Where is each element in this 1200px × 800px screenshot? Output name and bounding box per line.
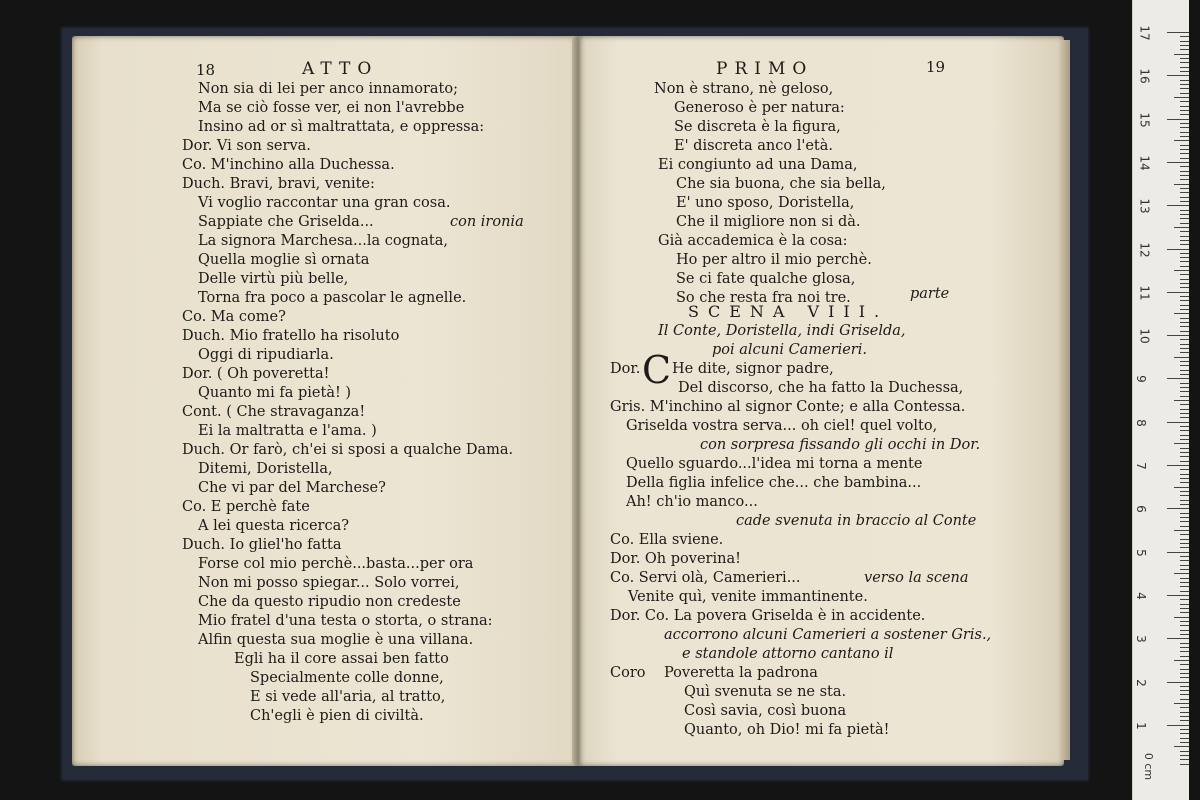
ruler-number: 9 — [1133, 375, 1148, 384]
text-line: Della figlia infelice che... che bambina... — [626, 475, 922, 491]
ruler-tick — [1180, 612, 1189, 613]
ruler-tick — [1180, 669, 1189, 670]
ruler-tick — [1180, 426, 1189, 427]
text-line: Se discreta è la figura, — [674, 119, 841, 135]
ruler-tick — [1180, 101, 1189, 102]
ruler-tick — [1180, 110, 1189, 111]
text-line: Sappiate che Griselda... — [198, 214, 374, 230]
ruler-tick — [1180, 751, 1189, 752]
ruler-tick — [1174, 140, 1189, 141]
text-line: Forse col mio perchè...basta...per ora — [198, 556, 474, 572]
ruler-tick — [1167, 465, 1189, 466]
text-line: Già accademica è la cosa: — [658, 233, 848, 249]
text-line: Duch. Io gliel'ho fatta — [182, 537, 342, 553]
ruler-tick — [1180, 534, 1189, 535]
right-page-header: PRIMO — [716, 59, 814, 79]
ruler-tick — [1180, 201, 1189, 202]
ruler-tick — [1174, 703, 1189, 704]
ruler-tick — [1180, 197, 1189, 198]
text-line: Cont. ( Che stravaganza! — [182, 404, 366, 420]
ruler-tick — [1167, 292, 1189, 293]
measurement-ruler — [1132, 0, 1189, 800]
ruler-tick — [1180, 145, 1189, 146]
text-line: Insino ad or sì maltrattata, e oppressa: — [198, 119, 485, 135]
text-line: Oggi di ripudiarla. — [198, 347, 334, 363]
ruler-tick — [1174, 746, 1189, 747]
ruler-tick — [1167, 162, 1189, 163]
text-line: Quello sguardo...l'idea mi torna a mente — [626, 456, 923, 472]
text-line: Che da questo ripudio non credeste — [198, 594, 461, 610]
ruler-tick — [1174, 270, 1189, 271]
ruler-tick — [1174, 313, 1189, 314]
ruler-tick — [1180, 716, 1189, 717]
ruler-tick — [1180, 370, 1189, 371]
speaker-label: Coro — [610, 665, 646, 681]
text-line: Generoso è per natura: — [674, 100, 845, 116]
text-line: He dite, signor padre, — [672, 361, 834, 377]
text-line: Torna fra poco a pascolar le agnelle. — [198, 290, 467, 306]
text-line: Dor. ( Oh poveretta! — [182, 366, 330, 382]
ruler-tick — [1180, 664, 1189, 665]
ruler-tick — [1180, 88, 1189, 89]
text-line: Ei congiunto ad una Dama, — [658, 157, 858, 173]
ruler-tick — [1180, 461, 1189, 462]
ruler-tick — [1180, 62, 1189, 63]
ruler-tick — [1174, 400, 1189, 401]
ruler-tick — [1180, 469, 1189, 470]
ruler-tick — [1180, 210, 1189, 211]
ruler-number: 10 — [1137, 328, 1152, 344]
ruler-tick — [1180, 647, 1189, 648]
ruler-tick — [1180, 352, 1189, 353]
text-line: Quanto, oh Dio! mi fa pietà! — [684, 722, 890, 738]
stage-direction: verso la scena — [864, 570, 969, 586]
ruler-tick — [1174, 97, 1189, 98]
ruler-tick — [1180, 179, 1189, 180]
text-line: Griselda vostra serva... oh ciel! quel volto, — [626, 418, 938, 434]
ruler-tick — [1180, 569, 1189, 570]
text-line: Quella moglie sì ornata — [198, 252, 370, 268]
ruler-tick — [1180, 93, 1189, 94]
text-line: Specialmente colle donne, — [250, 670, 444, 686]
ruler-tick — [1180, 331, 1189, 332]
ruler-tick — [1180, 720, 1189, 721]
stage-direction: cade svenuta in braccio al Conte — [736, 513, 977, 529]
ruler-tick — [1167, 378, 1189, 379]
ruler-tick — [1180, 643, 1189, 644]
ruler-tick — [1180, 322, 1189, 323]
ruler-tick — [1180, 45, 1189, 46]
left-page-header: ATTO — [302, 59, 379, 79]
ruler-tick — [1180, 733, 1189, 734]
ruler-tick — [1180, 136, 1189, 137]
ruler-tick — [1180, 586, 1189, 587]
ruler-tick — [1180, 543, 1189, 544]
ruler-tick — [1180, 738, 1189, 739]
ruler-tick — [1174, 443, 1189, 444]
text-line: Che sia buona, che sia bella, — [676, 176, 886, 192]
ruler-tick — [1174, 573, 1189, 574]
ruler-tick — [1180, 36, 1189, 37]
ruler-tick — [1180, 218, 1189, 219]
ruler-tick — [1174, 617, 1189, 618]
ruler-tick — [1180, 309, 1189, 310]
ruler-tick — [1180, 694, 1189, 695]
text-line: E' uno sposo, Doristella, — [676, 195, 855, 211]
ruler-tick — [1180, 387, 1189, 388]
right-page-number: 19 — [926, 58, 946, 76]
ruler-tick — [1167, 75, 1189, 76]
text-line: Del discorso, che ha fatto la Duchessa, — [678, 380, 964, 396]
ruler-tick — [1180, 383, 1189, 384]
ruler-tick — [1180, 591, 1189, 592]
ruler-tick — [1167, 32, 1189, 33]
text-line: Mio fratel d'una testa o storta, o strana: — [198, 613, 493, 629]
page-edge — [1060, 40, 1070, 760]
stage-direction: con ironia — [450, 214, 524, 230]
ruler-tick — [1174, 660, 1189, 661]
left-page-number: 18 — [196, 61, 216, 79]
ruler-number: 17 — [1137, 25, 1152, 41]
ruler-tick — [1180, 153, 1189, 154]
text-line: Ch'egli è pien di civiltà. — [250, 708, 424, 724]
ruler-tick — [1180, 582, 1189, 583]
ruler-tick — [1167, 638, 1189, 639]
ruler-tick — [1180, 560, 1189, 561]
ruler-tick — [1180, 231, 1189, 232]
ruler-tick — [1174, 227, 1189, 228]
ruler-tick — [1180, 266, 1189, 267]
text-line: Poveretta la padrona — [664, 665, 818, 681]
ruler-tick — [1180, 686, 1189, 687]
drop-cap: C — [642, 348, 672, 392]
ruler-tick — [1174, 357, 1189, 358]
ruler-tick — [1180, 67, 1189, 68]
ruler-tick — [1180, 409, 1189, 410]
text-line: Che il migliore non si dà. — [676, 214, 861, 230]
ruler-tick — [1180, 71, 1189, 72]
ruler-tick — [1180, 729, 1189, 730]
ruler-tick — [1180, 456, 1189, 457]
ruler-tick — [1180, 283, 1189, 284]
ruler-number: 16 — [1137, 68, 1152, 84]
ruler-tick — [1180, 707, 1189, 708]
ruler-tick — [1180, 326, 1189, 327]
text-line: Se ci fate qualche glosa, — [676, 271, 856, 287]
ruler-tick — [1180, 556, 1189, 557]
ruler-tick — [1180, 214, 1189, 215]
text-line: Quanto mi fa pietà! ) — [198, 385, 352, 401]
stage-direction: accorrono alcuni Camerieri a sostener Gris., — [664, 627, 992, 643]
ruler-tick — [1167, 725, 1189, 726]
ruler-tick — [1167, 682, 1189, 683]
text-line: Dor. Vi son serva. — [182, 138, 311, 154]
ruler-tick — [1180, 361, 1189, 362]
ruler-tick — [1180, 274, 1189, 275]
ruler-tick — [1180, 673, 1189, 674]
ruler-tick — [1180, 58, 1189, 59]
stage-direction: e standole attorno cantano il — [682, 646, 894, 662]
text-line: Co. Servi olà, Camerieri... — [610, 570, 801, 586]
text-line: Dor. Oh poverina! — [610, 551, 741, 567]
ruler-number: 13 — [1137, 198, 1152, 214]
ruler-tick — [1180, 374, 1189, 375]
ruler-tick — [1180, 656, 1189, 657]
ruler-tick — [1180, 690, 1189, 691]
character-list: Il Conte, Doristella, indi Griselda, — [658, 323, 906, 339]
ruler-tick — [1180, 244, 1189, 245]
ruler-tick — [1174, 184, 1189, 185]
text-line: Non mi posso spiegar... Solo vorrei, — [198, 575, 460, 591]
ruler-tick — [1180, 344, 1189, 345]
text-line: Egli ha il core assai ben fatto — [234, 651, 449, 667]
ruler-tick — [1180, 339, 1189, 340]
ruler-tick — [1180, 296, 1189, 297]
ruler-tick — [1180, 565, 1189, 566]
ruler-tick — [1180, 236, 1189, 237]
ruler-tick — [1180, 439, 1189, 440]
ruler-tick — [1167, 205, 1189, 206]
text-line: La signora Marchesa...la cognata, — [198, 233, 448, 249]
ruler-tick — [1180, 699, 1189, 700]
ruler-tick — [1180, 279, 1189, 280]
text-line: Gris. M'inchino al signor Conte; e alla Contessa. — [610, 399, 966, 415]
ruler-tick — [1180, 257, 1189, 258]
text-line: Venite quì, venite immantinente. — [628, 589, 868, 605]
ruler-number: 5 — [1133, 548, 1148, 557]
ruler-number: 12 — [1137, 241, 1152, 258]
ruler-tick — [1180, 435, 1189, 436]
ruler-tick — [1180, 452, 1189, 453]
ruler-tick — [1180, 599, 1189, 600]
ruler-tick — [1180, 300, 1189, 301]
ruler-tick — [1180, 764, 1189, 765]
text-line: Ei la maltratta e l'ama. ) — [198, 423, 377, 439]
text-line: So che resta fra noi tre. — [676, 290, 851, 306]
ruler-tick — [1180, 192, 1189, 193]
ruler-tick — [1167, 595, 1189, 596]
ruler-tick — [1180, 149, 1189, 150]
ruler-tick — [1180, 171, 1189, 172]
text-line: Così savia, così buona — [684, 703, 847, 719]
ruler-tick — [1174, 487, 1189, 488]
ruler-tick — [1180, 223, 1189, 224]
ruler-tick — [1180, 759, 1189, 760]
stage-direction: con sorpresa fissando gli occhi in Dor. — [700, 437, 981, 453]
ruler-number: 1 — [1133, 721, 1148, 730]
text-line: Non è strano, nè geloso, — [654, 81, 834, 97]
ruler-tick — [1180, 742, 1189, 743]
ruler-tick — [1180, 526, 1189, 527]
ruler-tick — [1180, 712, 1189, 713]
ruler-tick — [1167, 422, 1189, 423]
scene-heading: SCENA VIII. — [688, 302, 889, 321]
stage-direction: parte — [910, 286, 950, 302]
ruler-tick — [1180, 114, 1189, 115]
ruler-tick — [1167, 552, 1189, 553]
ruler-tick — [1180, 123, 1189, 124]
ruler-number: 8 — [1133, 418, 1148, 427]
ruler-tick — [1180, 158, 1189, 159]
ruler-tick — [1167, 335, 1189, 336]
text-line: E' discreta anco l'età. — [674, 138, 833, 154]
ruler-tick — [1180, 604, 1189, 605]
ruler-tick — [1180, 365, 1189, 366]
ruler-tick — [1180, 608, 1189, 609]
text-line: Alfin questa sua moglie è una villana. — [198, 632, 474, 648]
ruler-tick — [1180, 547, 1189, 548]
ruler-tick — [1180, 391, 1189, 392]
ruler-tick — [1180, 448, 1189, 449]
ruler-tick — [1180, 127, 1189, 128]
ruler-tick — [1180, 417, 1189, 418]
character-list: poi alcuni Camerieri. — [712, 342, 867, 358]
ruler-tick — [1180, 578, 1189, 579]
ruler-tick — [1180, 348, 1189, 349]
ruler-tick — [1180, 539, 1189, 540]
ruler-tick — [1180, 413, 1189, 414]
text-line: Dor. Co. La povera Griselda è in accidente. — [610, 608, 926, 624]
ruler-tick — [1174, 530, 1189, 531]
text-line: Duch. Bravi, bravi, venite: — [182, 176, 375, 192]
ruler-tick — [1180, 634, 1189, 635]
ruler-tick — [1180, 188, 1189, 189]
ruler-tick — [1180, 621, 1189, 622]
text-line: Ho per altro il mio perchè. — [676, 252, 872, 268]
ruler-tick — [1180, 41, 1189, 42]
ruler-tick — [1180, 513, 1189, 514]
text-line: Vi voglio raccontar una gran cosa. — [198, 195, 451, 211]
speaker-label: Dor. — [610, 361, 641, 377]
text-line: Che vi par del Marchese? — [198, 480, 386, 496]
text-line: Ma se ciò fosse ver, ei non l'avrebbe — [198, 100, 465, 116]
ruler-tick — [1180, 396, 1189, 397]
ruler-tick — [1180, 261, 1189, 262]
text-line: Ah! ch'io manco... — [626, 494, 758, 510]
ruler-tick — [1180, 630, 1189, 631]
ruler-tick — [1180, 132, 1189, 133]
ruler-tick — [1180, 500, 1189, 501]
ruler-tick — [1180, 521, 1189, 522]
ruler-tick — [1167, 119, 1189, 120]
text-line: E si vede all'aria, al tratto, — [250, 689, 446, 705]
text-line: Duch. Or farò, ch'ei si sposi a qualche Dama. — [182, 442, 514, 458]
ruler-tick — [1180, 240, 1189, 241]
ruler-tick — [1180, 677, 1189, 678]
text-line: Duch. Mio fratello ha risoluto — [182, 328, 400, 344]
ruler-tick — [1180, 491, 1189, 492]
text-line: Non sia di lei per anco innamorato; — [198, 81, 458, 97]
ruler-tick — [1180, 651, 1189, 652]
text-line: Co. E perchè fate — [182, 499, 310, 515]
ruler-tick — [1167, 508, 1189, 509]
ruler-tick — [1180, 517, 1189, 518]
ruler-tick — [1180, 474, 1189, 475]
ruler-number: 14 — [1137, 155, 1152, 171]
text-line: Ditemi, Doristella, — [198, 461, 333, 477]
ruler-number: 11 — [1137, 285, 1152, 301]
ruler-tick — [1180, 49, 1189, 50]
ruler-tick — [1174, 54, 1189, 55]
ruler-number: 3 — [1133, 635, 1148, 644]
text-line: Co. Ella sviene. — [610, 532, 724, 548]
ruler-tick — [1180, 287, 1189, 288]
ruler-number: 7 — [1133, 462, 1148, 470]
ruler-tick — [1180, 482, 1189, 483]
text-line: Delle virtù più belle, — [198, 271, 349, 287]
ruler-tick — [1180, 305, 1189, 306]
ruler-number: 2 — [1133, 678, 1148, 687]
text-line: Co. M'inchino alla Duchessa. — [182, 157, 395, 173]
ruler-tick — [1180, 80, 1189, 81]
ruler-tick — [1180, 430, 1189, 431]
ruler-tick — [1180, 504, 1189, 505]
ruler-tick — [1180, 166, 1189, 167]
text-line: Quì svenuta se ne sta. — [684, 684, 847, 700]
text-line: Co. Ma come? — [182, 309, 286, 325]
text-line: A lei questa ricerca? — [198, 518, 350, 534]
ruler-number: 4 — [1133, 592, 1148, 600]
ruler-tick — [1180, 84, 1189, 85]
ruler-tick — [1180, 404, 1189, 405]
ruler-tick — [1180, 106, 1189, 107]
ruler-tick — [1180, 478, 1189, 479]
ruler-tick — [1167, 249, 1189, 250]
ruler-tick — [1180, 495, 1189, 496]
ruler-number: 15 — [1137, 111, 1152, 128]
ruler-number: 6 — [1133, 505, 1148, 514]
ruler-tick — [1180, 253, 1189, 254]
ruler-tick — [1180, 175, 1189, 176]
ruler-unit-label: 0 cm — [1142, 752, 1156, 781]
ruler-tick — [1180, 625, 1189, 626]
ruler-tick — [1180, 318, 1189, 319]
ruler-tick — [1180, 755, 1189, 756]
